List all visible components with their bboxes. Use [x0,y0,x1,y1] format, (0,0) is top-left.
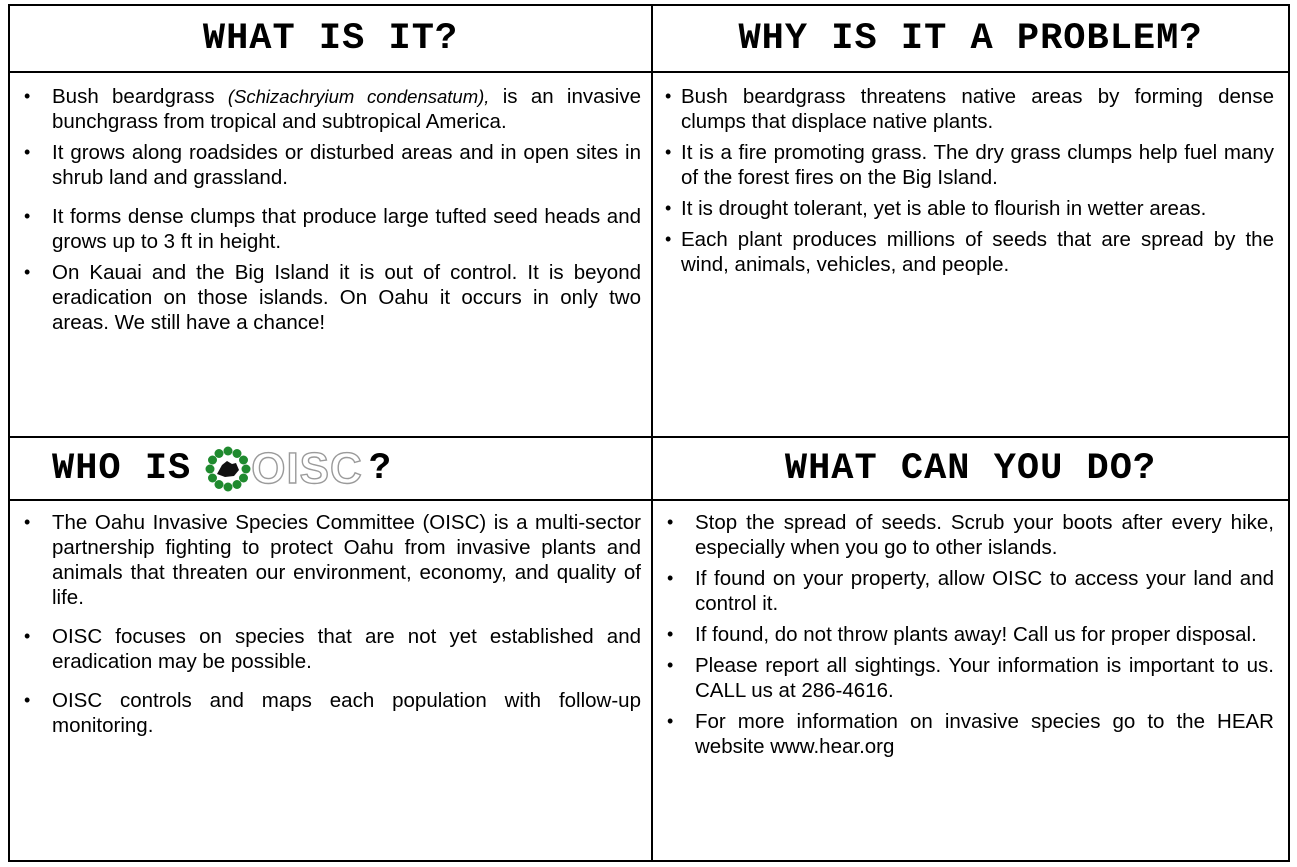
header-why-problem-text: WHY IS IT A PROBLEM? [738,17,1203,60]
list-item: • Each plant produces millions of seeds that are spread by the wind, animals, vehicles, and people. [653,227,1288,277]
list-item: • For more information on invasive species go to the HEAR website www.hear.org [653,709,1288,759]
list-item: • It is drought tolerant, yet is able to flourish in wetter areas. [653,196,1288,221]
list-item: • Stop the spread of seeds. Scrub your boots after every hike, especially when you go to other islands. [653,510,1288,560]
section-who-is [10,510,651,860]
section-why-problem [653,84,1288,434]
oisc-wreath-logo-icon [205,446,251,492]
list-item: • On Kauai and the Big Island it is out of control. It is beyond eradication on those islands. On Oahu it occurs in only two areas. We still have a chance! [10,260,651,335]
header-who-is [10,438,651,499]
list-item: • If found on your property, allow OISC to access your land and control it. [653,566,1288,616]
oisc-logo [205,444,363,494]
list-item: • It grows along roadsides or disturbed areas and in open sites in shrub land and grassland. [10,140,651,190]
list-item: • Bush beardgrass (Schizachryium condensatum), is an invasive bunchgrass from tropical and subtropical America. [10,84,651,134]
header-what-can-you-do [653,438,1288,499]
species-name: (Schizachryium condensatum), [227,86,490,107]
section-what-can-you-do [653,510,1288,860]
section-what-is-it [10,84,651,434]
header-what-is-it-text: WHAT IS IT? [202,17,459,60]
header-what-is-it [10,6,651,71]
list-item: • It forms dense clumps that produce large tufted seed heads and grows up to 3 ft in height. [10,204,651,254]
list-item: • OISC focuses on species that are not yet established and eradication may be possible. [10,624,651,674]
header-why-problem [653,6,1288,71]
header-who-is-question: ? [368,447,393,490]
list-item: • Bush beardgrass threatens native areas by forming dense clumps that displace native plants. [653,84,1288,134]
oisc-logo-text: OISC [251,443,363,493]
list-item: • It is a fire promoting grass. The dry grass clumps help fuel many of the forest fires on the Big Island. [653,140,1288,190]
list-item: • Please report all sightings. Your information is important to us. CALL us at 286-4616. [653,653,1288,703]
header-who-is-text: WHO IS [52,447,192,490]
list-item: • If found, do not throw plants away! Call us for proper disposal. [653,622,1288,647]
header-what-can-you-do-text: WHAT CAN YOU DO? [784,447,1157,490]
list-item: • OISC controls and maps each population with follow-up monitoring. [10,688,651,738]
border-right [1288,4,1290,862]
list-item: • The Oahu Invasive Species Committee (OISC) is a multi-sector partnership fighting to protect Oahu from invasive plants and animals that threaten our environment, economy, and quality of life. [10,510,651,610]
border-under-header-1 [8,71,1290,73]
border-under-header-2 [8,499,1290,501]
border-bottom [8,860,1290,862]
